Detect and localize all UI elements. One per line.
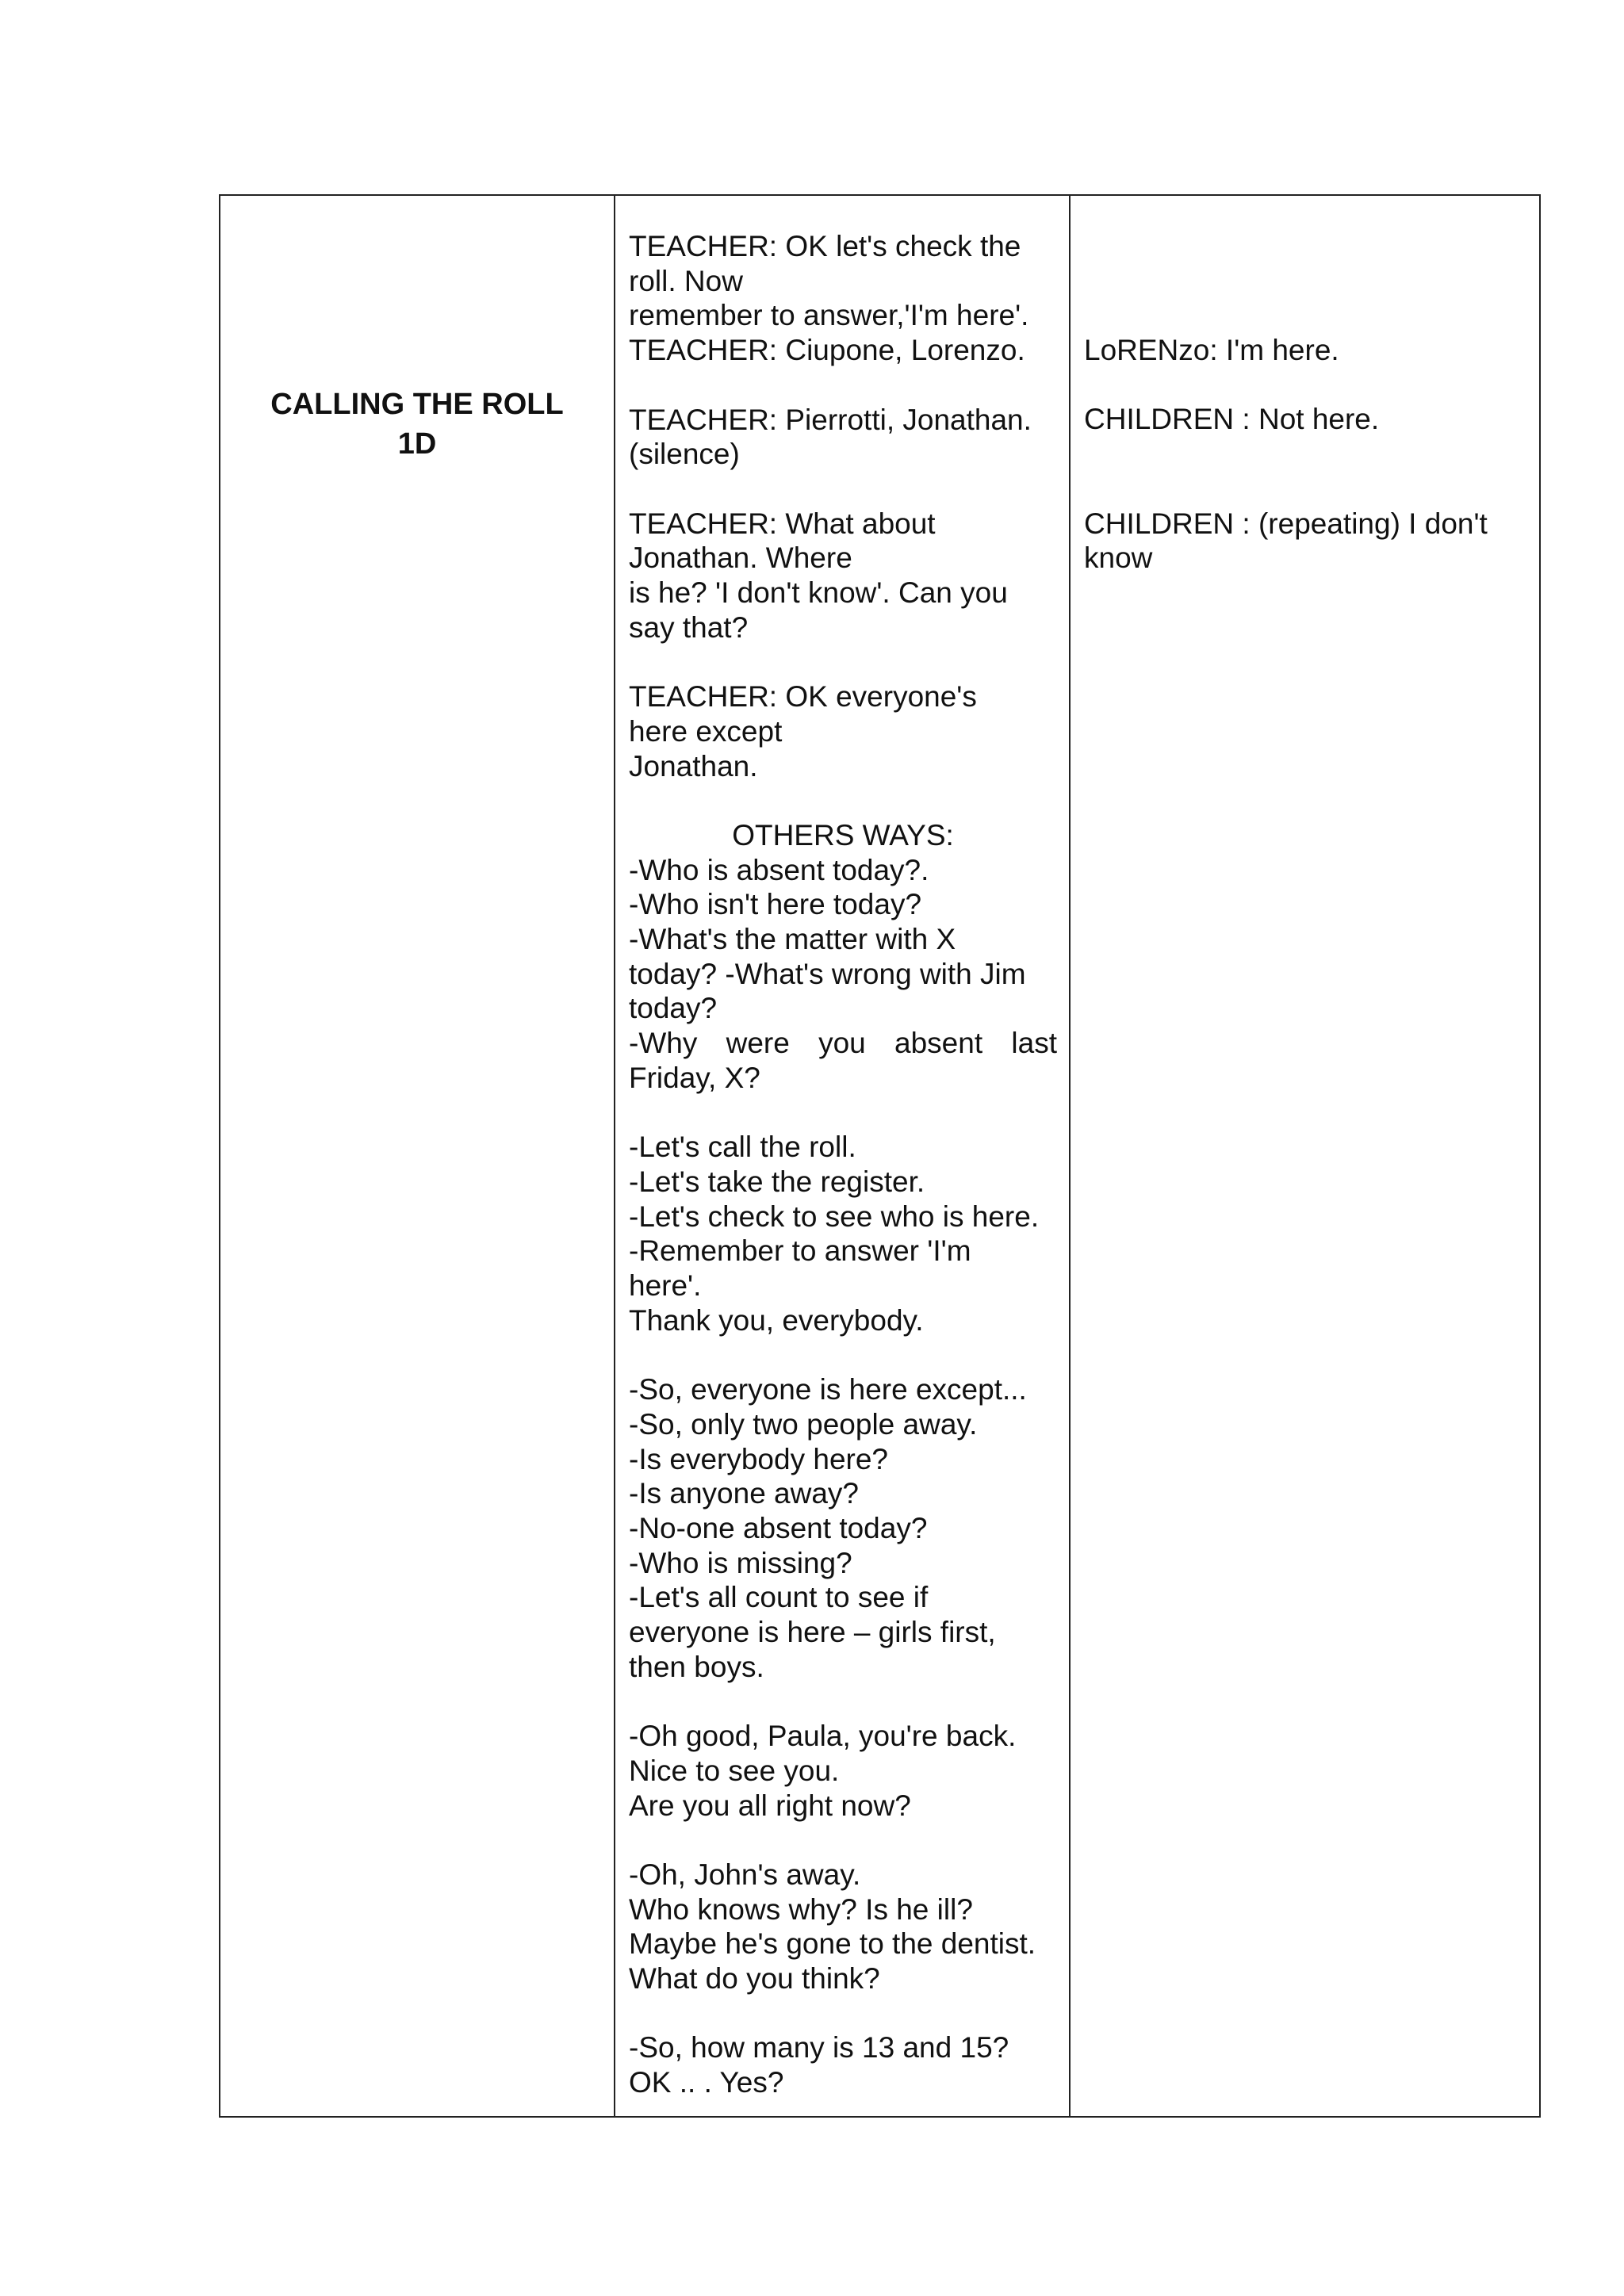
text-line: -Let's take the register. — [629, 1165, 925, 1198]
text-line: -What's the matter with X — [629, 923, 956, 955]
text-line: here except — [629, 714, 783, 748]
text-line — [629, 1823, 1057, 1858]
responses-column — [1084, 229, 1528, 576]
text-line: -Remember to answer 'I'm — [629, 1234, 971, 1268]
teacher-dialogue-column — [629, 229, 1057, 2100]
text-line: Friday, X? — [629, 1061, 760, 1094]
word: were — [726, 1027, 790, 1060]
text-line — [629, 368, 1057, 403]
text-line: Who knows why? Is he ill? — [629, 1892, 973, 1926]
text-line: Maybe he's gone to the dentist. — [629, 1927, 1036, 1961]
text-line: What do you think? — [629, 1962, 880, 1996]
text-line: remember to answer,'I'm here'. — [629, 299, 1029, 332]
text-line: Jonathan. — [629, 749, 758, 783]
text-line: know — [1084, 541, 1153, 575]
text-line: here'. — [629, 1269, 702, 1303]
text-line: -Let's check to see who is here. — [629, 1200, 1040, 1233]
word: -Why — [629, 1027, 698, 1060]
word: last — [1011, 1027, 1057, 1060]
text-line: today? — [629, 992, 718, 1025]
text-line — [629, 1026, 1057, 1061]
text-line: -Let's all count to see if — [629, 1581, 929, 1614]
text-line: roll. Now — [629, 264, 743, 297]
column-divider — [614, 196, 615, 2116]
text-line — [1084, 229, 1528, 264]
text-line: -Is anyone away? — [629, 1477, 860, 1510]
text-line: -No-one absent today? — [629, 1511, 928, 1544]
text-line: LoRENzo: I'm here. — [1084, 334, 1339, 367]
text-line: -So, only two people away. — [629, 1407, 978, 1441]
text-line: Nice to see you. — [629, 1754, 840, 1787]
text-line: -Who is absent today?. — [629, 853, 929, 886]
text-line: TEACHER: OK let's check the — [629, 230, 1021, 262]
section-title — [220, 385, 614, 464]
text-line: TEACHER: What about — [629, 507, 936, 540]
text-line: is he? 'I don't know'. Can you — [629, 576, 1008, 609]
lesson-table — [219, 194, 1541, 2118]
section-title-line: CALLING THE ROLL — [270, 388, 564, 421]
text-line — [629, 472, 1057, 507]
word: you — [818, 1027, 866, 1060]
text-line: Thank you, everybody. — [629, 1303, 924, 1337]
text-line: -Let's call the roll. — [629, 1131, 856, 1164]
text-line: OK .. . Yes? — [629, 2066, 784, 2099]
others-heading: OTHERS WAYS: — [732, 818, 954, 851]
word: absent — [894, 1027, 983, 1060]
text-line: -Who isn't here today? — [629, 888, 922, 921]
text-line: TEACHER: Pierrotti, Jonathan. — [629, 403, 1032, 436]
text-line — [1084, 368, 1528, 403]
text-line: -Is everybody here? — [629, 1442, 889, 1475]
text-line: -Oh, John's away. — [629, 1858, 861, 1891]
text-line — [629, 783, 1057, 818]
column-divider — [1069, 196, 1071, 2116]
section-title-line: 1D — [397, 427, 437, 461]
text-line: (silence) — [629, 438, 740, 471]
text-line: -So, everyone is here except... — [629, 1373, 1027, 1406]
text-line: -Who is missing? — [629, 1546, 852, 1579]
text-line — [629, 1996, 1057, 2031]
text-line: CHILDREN : (repeating) I don't — [1084, 507, 1488, 540]
text-line: CHILDREN : Not here. — [1084, 403, 1380, 436]
text-line: today? -What's wrong with Jim — [629, 957, 1026, 990]
text-line: -So, how many is 13 and 15? — [629, 2031, 1009, 2064]
text-line: say that? — [629, 610, 749, 644]
text-line: -Oh good, Paula, you're back. — [629, 1720, 1017, 1753]
text-line — [629, 1684, 1057, 1719]
text-line: TEACHER: OK everyone's — [629, 680, 977, 714]
text-line — [1084, 437, 1528, 472]
text-line — [629, 645, 1057, 679]
text-line: Are you all right now? — [629, 1789, 911, 1822]
text-line — [1084, 472, 1528, 507]
text-line — [629, 1096, 1057, 1131]
text-line: TEACHER: Ciupone, Lorenzo. — [629, 334, 1025, 367]
text-line — [1084, 298, 1528, 333]
text-line — [1084, 264, 1528, 299]
text-line — [629, 1337, 1057, 1372]
text-line: everyone is here – girls first, — [629, 1616, 996, 1649]
text-line: Jonathan. Where — [629, 541, 852, 575]
text-line: then boys. — [629, 1650, 764, 1683]
